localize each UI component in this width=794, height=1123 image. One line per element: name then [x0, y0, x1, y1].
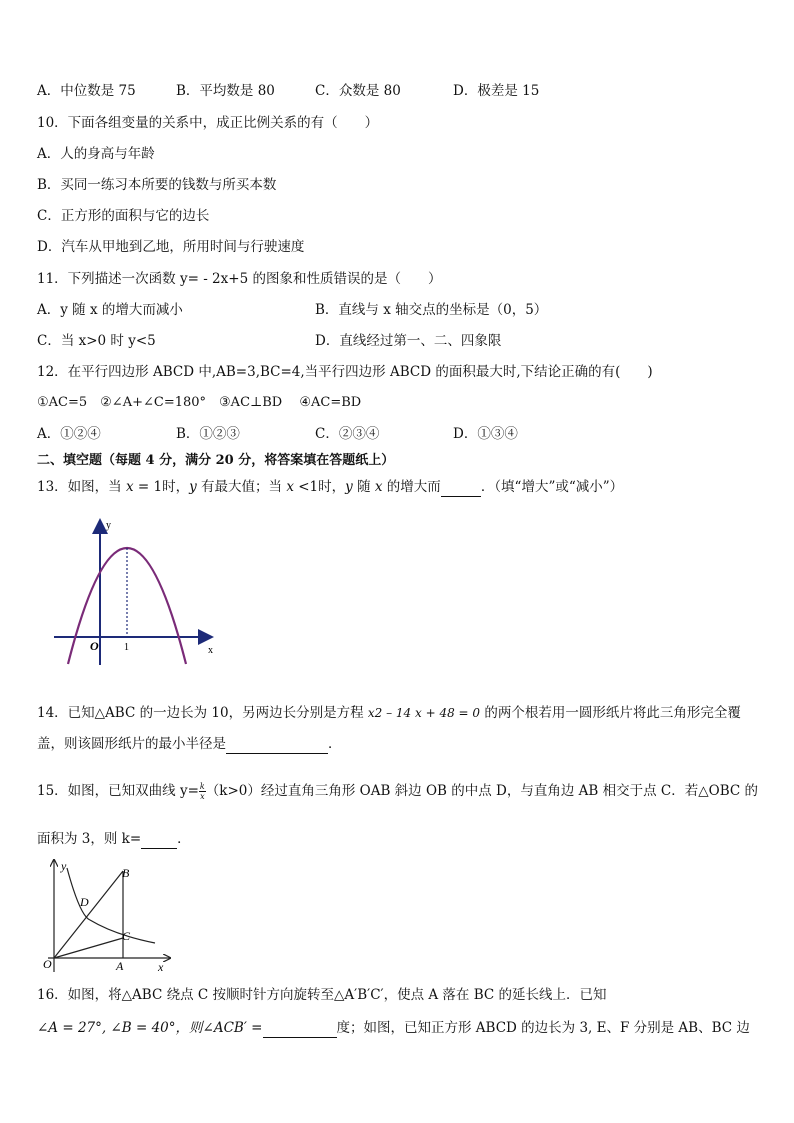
q15-line2-text: 面积为 3，则 k= — [37, 831, 142, 847]
q11-stem: 11．下列描述一次函数 y= - 2x+5 的图象和性质错误的是（ ） — [37, 271, 442, 287]
q10-option-d: D．汽车从甲地到乙地，所用时间与行驶速度 — [37, 239, 305, 255]
fig15-label-b: B — [122, 866, 130, 880]
q14-equation: x2 – 14 x + 48 = 0 — [367, 706, 481, 720]
q12-option-c: C．②③④ — [315, 426, 380, 442]
answer-blank-14 — [226, 735, 328, 754]
fig15-label-a: A — [116, 959, 124, 973]
answer-blank-15 — [141, 830, 177, 849]
q14-line2-text: 盖，则该圆形纸片的最小半径是 — [37, 736, 226, 752]
q15-end: ． — [177, 831, 191, 847]
q11-option-a: A．y 随 x 的增大而减小 — [37, 302, 183, 318]
q16-line2 — [37, 1019, 750, 1038]
q9-option-b: B．平均数是 80 — [176, 83, 275, 99]
q12-option-b: B．①②③ — [176, 426, 240, 442]
q13-y1: y — [189, 479, 197, 495]
q10-option-a: A．人的身高与年龄 — [37, 146, 155, 162]
q12-statements: ①AC=5 ②∠A+∠C=180° ③AC⊥BD ④AC=BD — [37, 395, 362, 410]
fig13-label-o: O — [90, 639, 99, 653]
q16-l2b: 度；如图，已知正方形 ABCD 的边长为 3, E、F 分别是 AB、BC 边 — [336, 1020, 750, 1036]
q13-p7: ．（填“增大”或“减小”） — [480, 479, 624, 495]
fig15-label-x: x — [158, 960, 164, 974]
answer-blank-16 — [263, 1019, 337, 1038]
q14-end: ． — [328, 736, 342, 752]
fig15-label-d: D — [80, 895, 89, 909]
parabola-figure — [50, 512, 220, 670]
q10-option-c: C．正方形的面积与它的边长 — [37, 208, 210, 224]
fig15-label-o: O — [43, 957, 52, 971]
q11-option-b: B．直线与 x 轴交点的坐标是（0，5） — [315, 302, 548, 318]
q12-option-a: A．①②④ — [37, 426, 101, 442]
q13-p5: 随 — [352, 479, 375, 495]
q13-p2: = 1时， — [133, 479, 190, 495]
q16-line1: 16．如图，将△ABC 绕点 C 按顺时针方向旋转至△A′B′C′，使点 A 落在 BC 的延长线上．已知 — [37, 987, 607, 1003]
segment-oc — [54, 938, 123, 958]
q11-option-d: D．直线经过第一、二、四象限 — [315, 333, 502, 349]
q11-option-c: C．当 x>0 时 y<5 — [37, 333, 156, 349]
fig13-label-x: x — [208, 645, 213, 656]
q15-frac-den: x — [200, 792, 205, 801]
q13-p1: 13．如图，当 — [37, 479, 126, 495]
q10-option-b: B．买同一练习本所要的钱数与所买本数 — [37, 177, 277, 193]
fig13-label-y: y — [106, 520, 111, 531]
fig15-label-c: C — [122, 929, 131, 943]
q15-p2: （k>0）经过直角三角形 OAB 斜边 OB 的中点 D，与直角边 AB 相交于点 C．若△OBC 的 — [205, 783, 758, 799]
q13-x1: x — [125, 479, 134, 495]
q15-line1 — [37, 782, 758, 801]
q14-p1: 14．已知△ABC 的一边长为 10，另两边长分别是方程 — [37, 705, 368, 721]
q15-fraction — [199, 782, 206, 801]
q9-option-d: D．极差是 15 — [453, 83, 540, 99]
q15-frac-num: k — [199, 782, 205, 791]
fig15-label-y: y — [61, 859, 67, 873]
q15-p1: 15．如图，已知双曲线 y= — [37, 783, 199, 799]
q14-line1 — [37, 704, 741, 722]
q15-line2 — [37, 830, 191, 849]
q16-l2a: ∠A = 27°, ∠B = 40°，则∠ACB′ = — [37, 1020, 263, 1036]
q13-x2: x — [286, 479, 294, 495]
hypotenuse-ob — [54, 871, 123, 958]
q10-stem: 10．下面各组变量的关系中，成正比例关系的有（ ） — [37, 115, 379, 131]
q12-stem: 12．在平行四边形 ABCD 中,AB=3,BC=4,当平行四边形 ABCD 的面积最大时,下结论正确的有( ) — [37, 364, 653, 380]
q14-line2 — [37, 735, 342, 754]
q12-option-d: D．①③④ — [453, 426, 518, 442]
q14-p2: 的两个根若用一圆形纸片将此三角形完全覆 — [480, 705, 741, 721]
q13-p4: <1时， — [293, 479, 346, 495]
q13-y2: y — [345, 479, 353, 495]
q9-option-c: C．众数是 80 — [315, 83, 401, 99]
answer-blank-13 — [441, 478, 481, 497]
q13-text — [37, 478, 623, 497]
q13-p6: 的增大而 — [382, 479, 441, 495]
hyperbola-figure — [40, 856, 175, 976]
q13-x3: x — [374, 479, 383, 495]
q13-p3: 有最大值；当 — [196, 479, 287, 495]
q9-option-a: A．中位数是 75 — [37, 83, 136, 99]
section-heading: 二、填空题（每题 4 分，满分 20 分，将答案填在答题纸上） — [37, 453, 395, 468]
fig13-label-1: 1 — [124, 642, 129, 653]
